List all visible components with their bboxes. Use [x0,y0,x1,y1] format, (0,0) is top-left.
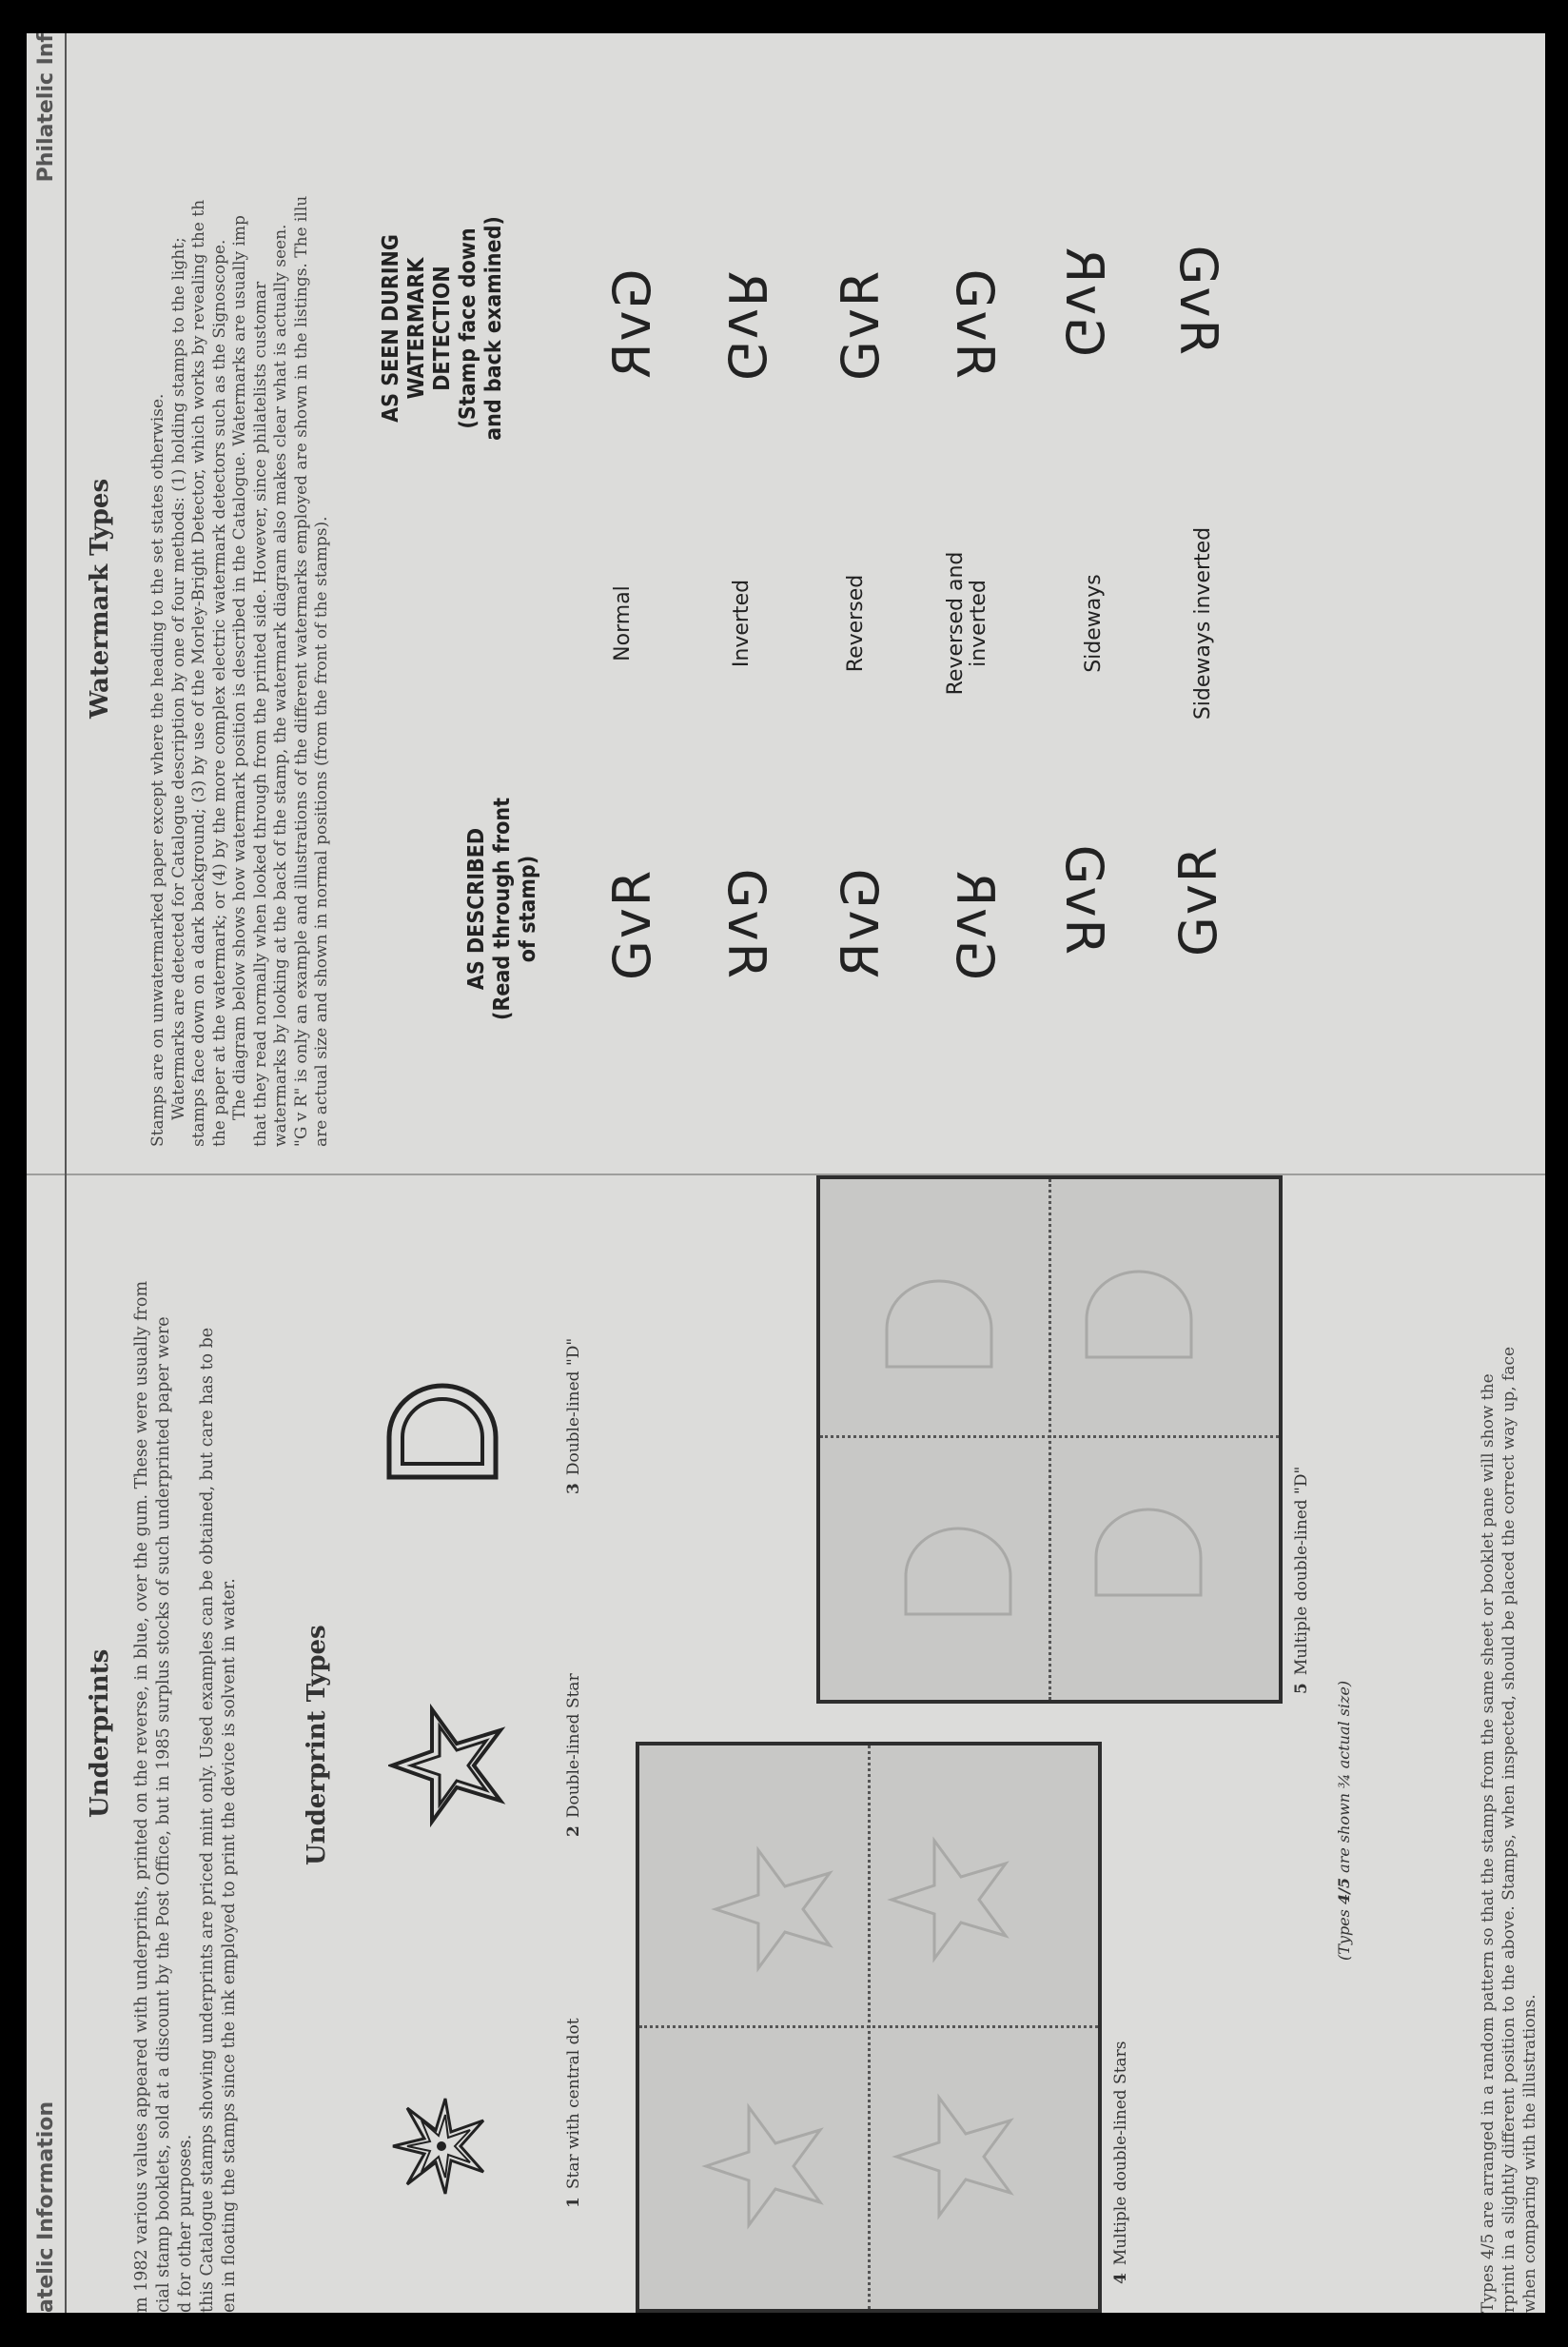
double-star-icon [388,1704,507,1827]
position-label: Sideways inverted [1191,526,1215,720]
seen-symbol [831,269,891,381]
described-symbol [945,869,1005,980]
faint-d-pattern [849,1205,1248,1671]
body-line: the paper at the watermark; or (4) by the more complex electric watermark detectors such as the Signoscope. [209,239,229,1147]
type-5-caption [1292,1467,1311,1694]
type-3-label: Double-lined "D" [564,1337,583,1476]
faint-stars-pattern [677,1776,1058,2271]
intro-line: cial stamp booklets, sold at a discount by the Post Office, but in 1985 surplus stocks of such underprinted paper were [154,1316,173,2313]
intro-line: d for other purposes. [176,2134,195,2313]
type-2-caption [564,1673,583,1837]
position-label: Reversed [844,574,868,673]
scale-note-pre: (Types [1335,1904,1353,1961]
intro-line: m 1982 various values appeared with underprints, printed on the reverse, in blue, over the gum. These were usually from [132,1280,151,2313]
symbol-text: GvR [945,868,1005,980]
as-described-line: AS DESCRIBED [464,827,489,991]
multiple-d-pane [816,1175,1283,1704]
as-seen-header [379,205,507,452]
described-symbol [1168,845,1228,957]
underprints-title: Underprints [86,1648,114,1818]
type-4-caption [1111,2041,1130,2284]
rotated-spread [27,33,1545,2313]
symbol-text: GvR [716,868,776,980]
type-5-number: 5 [1292,1683,1311,1694]
symbol-text: GvR [1054,245,1114,357]
seen-symbol [1054,246,1114,357]
as-seen-line: AS SEEN DURING [379,234,403,423]
as-seen-line: WATERMARK [404,257,429,400]
intro-line: en in floating the stamps since the ink employed to print the device is solvent in water. [220,1578,239,2313]
body-line: "G v R" is only an example and illustrations of the different watermarks employed are shown in the listings. The illu [291,195,311,1147]
scale-note-bold: 4/5 [1335,1877,1353,1905]
intro-line: this Catalogue stamps showing underprints are priced mint only. Used examples can be obtained, but care has to be [198,1327,217,2313]
type-2-label: Double-lined Star [564,1673,583,1819]
footer-line: when comparing with the illustrations. [1520,1994,1539,2313]
underprint-types-heading: Underprint Types [303,1625,331,1865]
as-seen-line: and back examined) [481,216,506,441]
symbol-text: GvR [602,868,662,980]
position-label: Sideways [1082,574,1106,673]
symbol-text: GvR [1054,844,1114,957]
type-2-number: 2 [564,1825,583,1837]
symbol-text: GvR [831,268,891,381]
type-3-caption [564,1338,583,1494]
as-seen-line: DETECTION [430,266,455,391]
running-head-right: Philatelic Inf [34,33,58,183]
body-line: The diagram below shows how watermark position is described in the Catalogue. Watermarks are usually imp [230,215,249,1120]
body-line: watermarks by looking at the back of the stamp, the watermark diagram also makes clear what is actually seen. [271,224,290,1147]
body-line: Watermarks are detected for Catalogue description by one of four methods: (1) holding stamps to the light; [168,237,188,1120]
seen-symbol [716,269,776,381]
as-seen-line: (Stamp face down [456,227,480,429]
type-1-caption [564,2018,583,2208]
type-5-label: Multiple double-lined "D" [1292,1466,1311,1676]
header-rule-right [65,33,67,1175]
as-described-header [464,785,541,1033]
running-head-left: atelic Information [34,2100,58,2313]
seen-symbol [602,269,662,381]
type-1-label: Star with central dot [564,2018,583,2190]
double-d-icon [383,1380,502,1485]
described-symbol [602,869,662,980]
footer-line: Types 4/5 are arranged in a random pattern so that the stamps from the same sheet or booklet pane will show the [1479,1373,1498,2313]
multiple-stars-pane [636,1742,1102,2313]
left-page [27,1175,1545,2313]
body-line: are actual size and shown in normal positions (from the front of the stamps). [312,516,331,1147]
type-4-number: 4 [1111,2273,1130,2284]
position-label: Normal [611,585,635,661]
position-label: Reversed and inverted [944,551,990,696]
type-3-number: 3 [564,1483,583,1494]
seen-symbol [945,269,1005,381]
body-line: stamps face down on a dark background; (3) by use of the Morley-Bright Detector, which works by revealing the th [189,199,208,1147]
as-described-line: (Read through front [490,798,515,1020]
type-4-label: Multiple double-lined Stars [1111,2041,1130,2266]
watermark-body [148,33,333,1147]
described-symbol [831,869,891,980]
scale-note [1335,1681,1353,1961]
underprints-footer [1478,1180,1540,2313]
right-page [27,33,1545,1175]
watermark-types-title: Watermark Types [86,478,114,719]
scale-note-post: are shown ¾ actual size) [1335,1680,1353,1878]
symbol-text: GvR [716,268,776,381]
as-described-line: of stamp) [516,855,540,963]
described-symbol [716,869,776,980]
star-dot-icon [388,2094,493,2199]
catalogue-spread [27,33,1545,2313]
type-1-number: 1 [564,2197,583,2208]
header-rule-left [65,1175,67,2313]
symbol-text: GvR [1168,245,1228,357]
symbol-text: GvR [831,868,891,980]
position-label: Inverted [730,579,754,668]
body-line: Stamps are on unwatermarked paper except where the heading to the set states otherwise. [148,393,167,1147]
symbol-text: GvR [945,268,1005,381]
described-symbol [1054,845,1114,957]
footer-line: rprint in a slightly different position to the above. Stamps, when inspected, should be placed the correct way up, face [1499,1346,1519,2313]
underprints-intro [131,1180,241,2313]
seen-symbol [1168,246,1228,357]
body-line: that they read normally when looked through from the printed side. However, since philatelists customar [250,281,270,1147]
symbol-text: GvR [1168,844,1228,957]
symbol-text: GvR [602,268,662,381]
